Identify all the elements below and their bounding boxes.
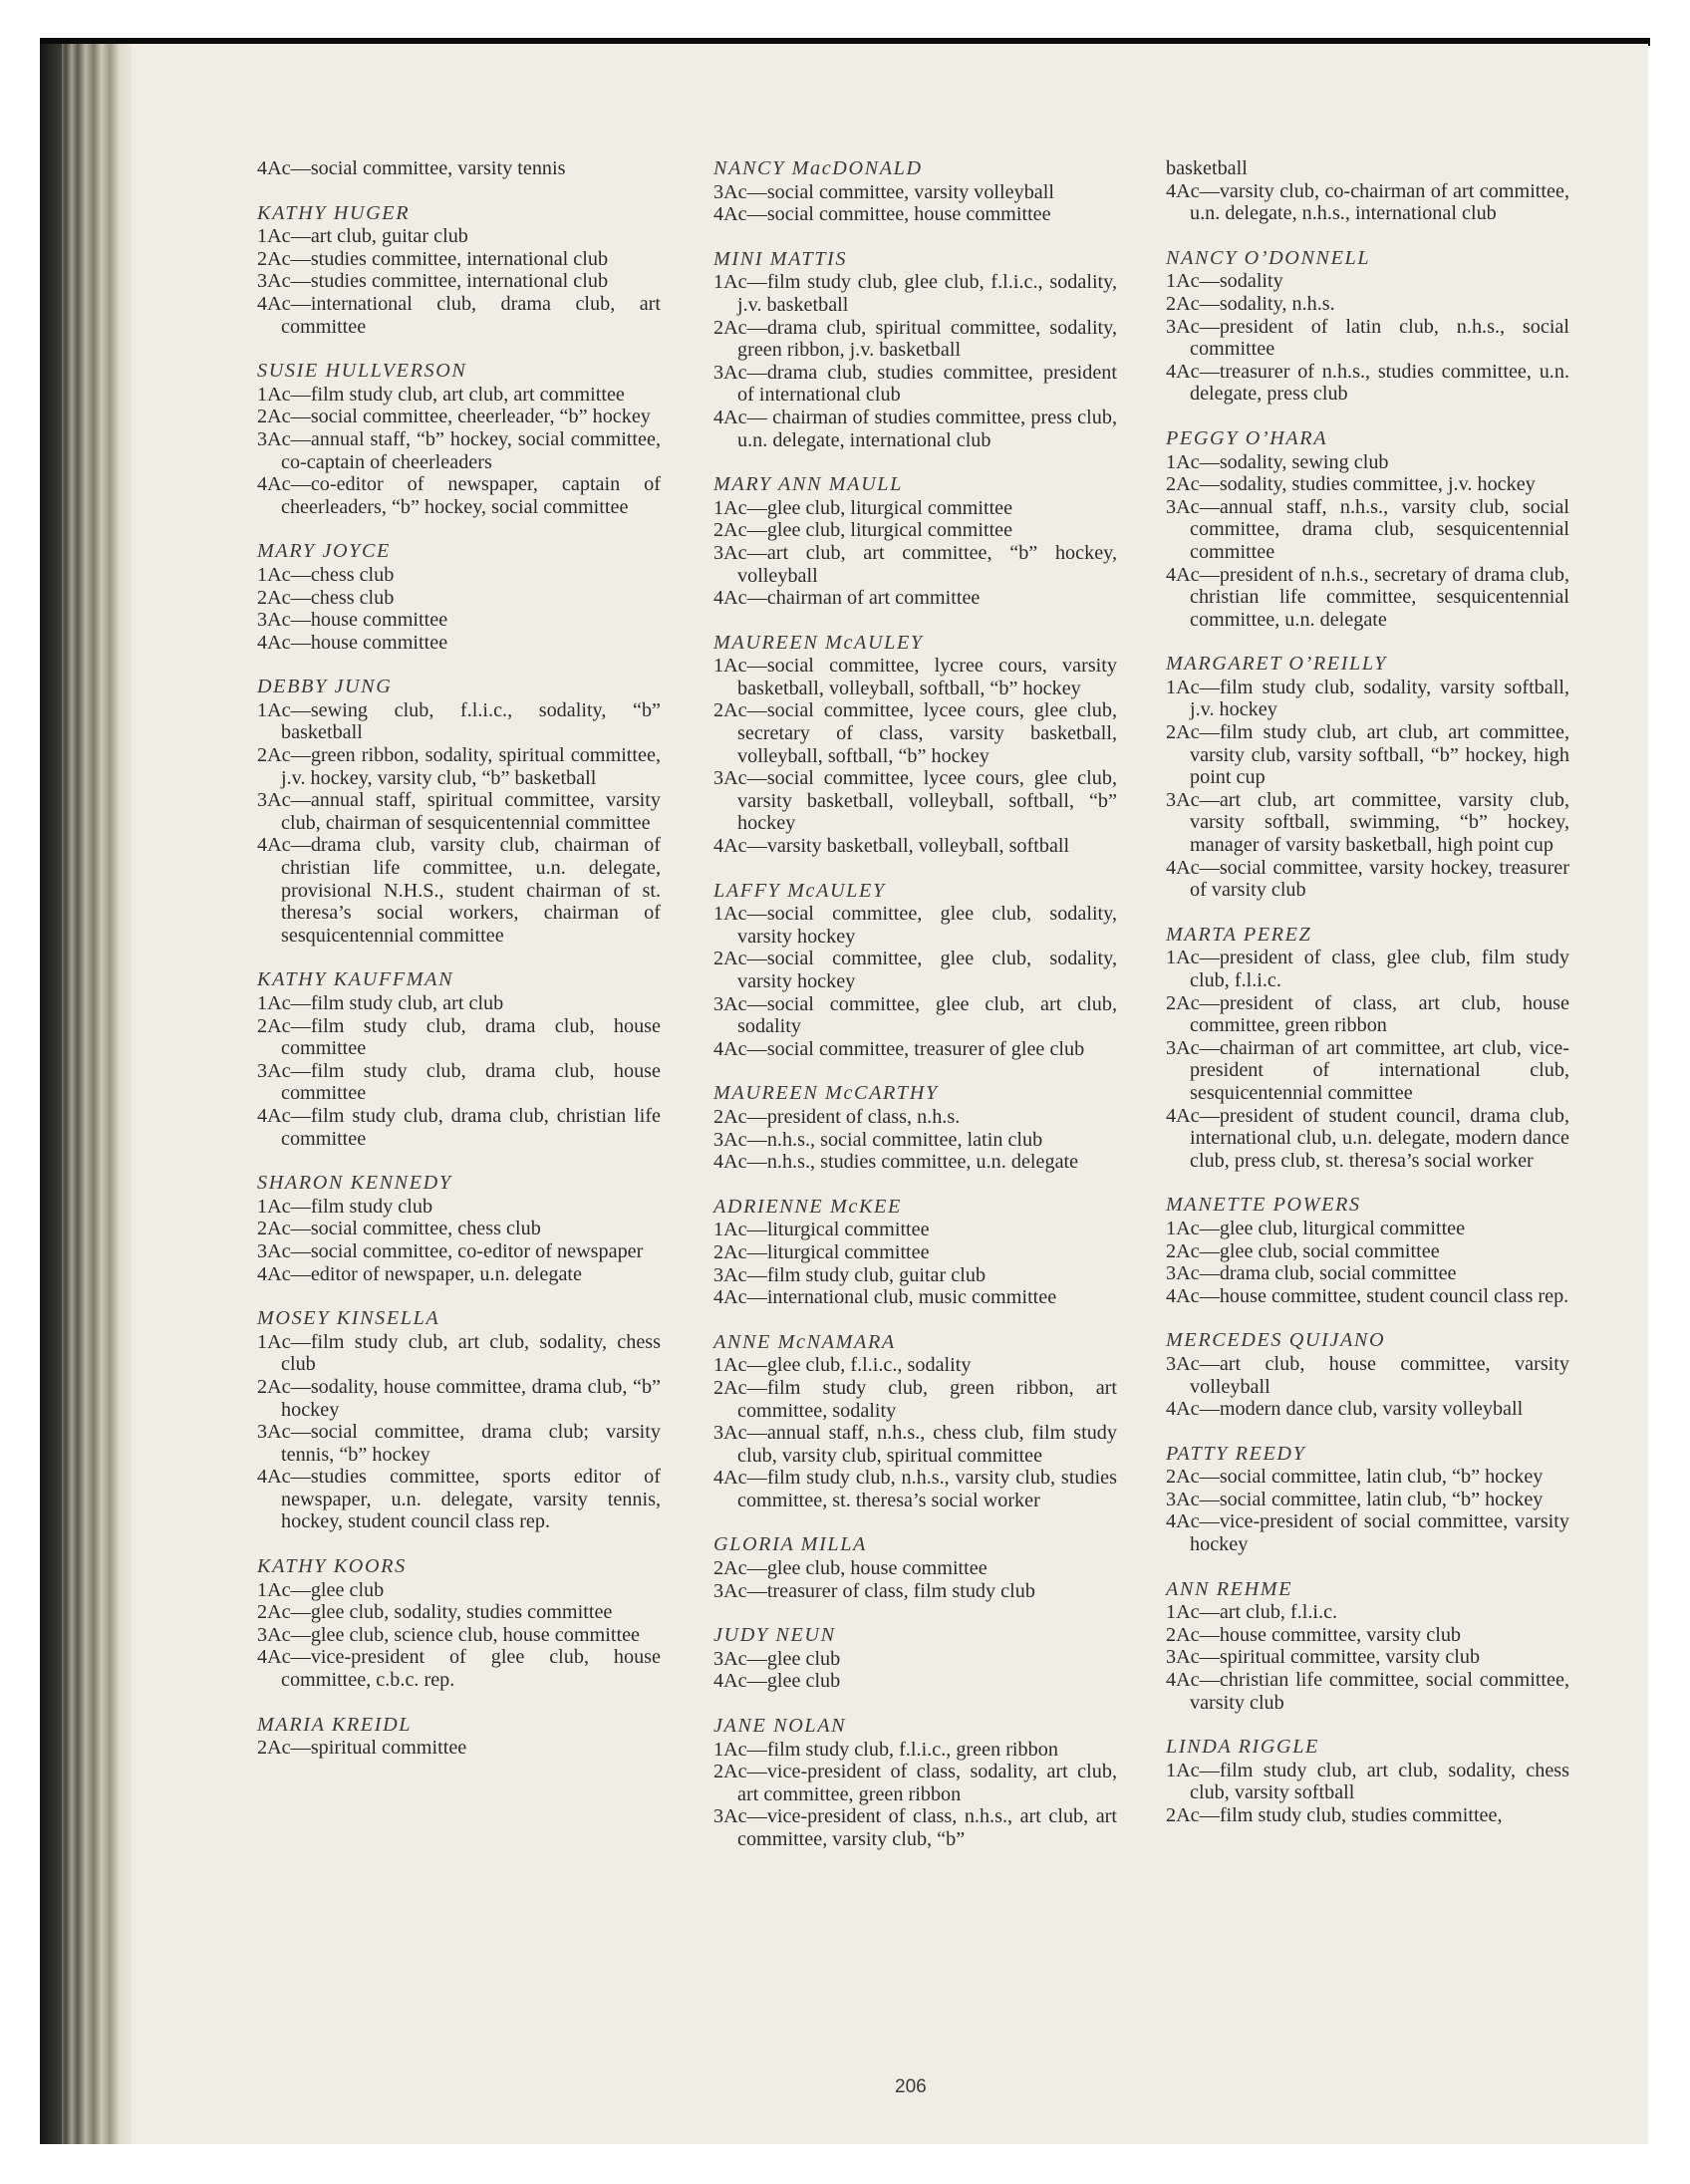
student-entry <box>713 1331 1117 1512</box>
student-entry <box>713 1533 1117 1602</box>
student-entry <box>1166 924 1569 1173</box>
activity-line: 2Ac—spiritual committee <box>257 1737 467 1760</box>
student-entry <box>713 248 1117 451</box>
student-name: MARY ANN MAULL <box>713 473 903 496</box>
student-name: JUDY NEUN <box>713 1624 836 1647</box>
student-name: LAFFY McAULEY <box>713 879 886 902</box>
student-name: NANCY MacDONALD <box>713 157 923 179</box>
student-name: SHARON KENNEDY <box>257 1172 452 1195</box>
activity-line: 4Ac—film study club, n.h.s., varsity club, studies committee, st. theresa’s social worker <box>713 1467 1117 1511</box>
activity-line: 2Ac—glee club, house committee <box>713 1557 987 1580</box>
activity-line: 1Ac—film study club, art club, art committee <box>257 383 625 406</box>
student-entry <box>713 1196 1117 1309</box>
activity-line: 3Ac—art club, art committee, “b” hockey, volleyball <box>713 541 1117 587</box>
activity-line: 2Ac—president of class, n.h.s. <box>713 1105 961 1128</box>
activity-line: 4Ac—christian life committee, social committee, varsity club <box>1166 1669 1569 1714</box>
activity-line: 4Ac—glee club <box>713 1670 841 1693</box>
student-entry <box>257 1714 661 1760</box>
student-name: SUSIE HULLVERSON <box>257 360 467 383</box>
activity-line: 4Ac—international club, music committee <box>713 1286 1057 1309</box>
activity-line: 3Ac—annual staff, n.h.s., chess club, film study club, varsity club, spiritual committee <box>713 1422 1117 1467</box>
activity-line: 2Ac—drama club, spiritual committee, sodality, green ribbon, j.v. basketball <box>713 316 1117 362</box>
activity-line: 4Ac—editor of newspaper, u.n. delegate <box>257 1262 582 1285</box>
student-name: MINI MATTIS <box>713 247 848 270</box>
student-name: MARTA PEREZ <box>1166 923 1312 946</box>
activity-line: 3Ac—glee club <box>713 1647 841 1670</box>
activity-line: 4Ac—social committee, varsity tennis <box>257 157 566 179</box>
column-1 <box>257 157 661 1781</box>
student-entry <box>713 1082 1117 1173</box>
continued-entry <box>257 157 661 180</box>
student-entry <box>257 202 661 339</box>
activity-line: 1Ac—art club, guitar club <box>257 225 468 248</box>
student-entry <box>257 1307 661 1533</box>
activity-line: 3Ac—n.h.s., social committee, latin club <box>713 1128 1043 1151</box>
student-name: MARIA KREIDL <box>257 1713 413 1736</box>
activity-line: 2Ac—house committee, varsity club <box>1166 1623 1462 1646</box>
student-name: JANE NOLAN <box>713 1715 847 1738</box>
activity-line: 3Ac—glee club, science club, house committee <box>257 1623 640 1646</box>
activity-line: 3Ac—house committee <box>257 609 448 632</box>
activity-line: 3Ac—social committee, lycee cours, glee club, varsity basketball, volleyball, softball, “b” hockey <box>713 767 1117 835</box>
student-entry <box>713 632 1117 858</box>
activity-line: 4Ac—international club, drama club, art committee <box>257 292 661 338</box>
activity-line: 1Ac—film study club, sodality, varsity softball, j.v. hockey <box>1166 676 1569 721</box>
student-entry <box>257 540 661 654</box>
student-name: MERCEDES QUIJANO <box>1166 1329 1386 1352</box>
activity-line: 4Ac—n.h.s., studies committee, u.n. delegate <box>713 1151 1079 1174</box>
activity-line: 3Ac—art club, art committee, varsity club, varsity softball, swimming, “b” hockey, manager of varsity basketball, high point cup <box>1166 788 1569 857</box>
student-entry <box>713 1715 1117 1851</box>
activity-line: 3Ac—annual staff, “b” hockey, social committee, co-captain of cheerleaders <box>257 427 661 473</box>
activity-line: 3Ac—social committee, glee club, art club, sodality <box>713 992 1117 1038</box>
activity-line: 2Ac—studies committee, international club <box>257 247 609 270</box>
activity-line: 2Ac—film study club, art club, art committee, varsity club, varsity softball, “b” hockey, high point cup <box>1166 721 1569 789</box>
student-name: MARY JOYCE <box>257 540 391 563</box>
activity-line: 4Ac—treasurer of n.h.s., studies committee, u.n. delegate, press club <box>1166 360 1569 406</box>
student-name: ANN REHME <box>1166 1577 1293 1600</box>
student-name: LINDA RIGGLE <box>1166 1736 1319 1759</box>
activity-line: 1Ac—film study club <box>257 1195 433 1218</box>
student-name: DEBBY JUNG <box>257 676 393 698</box>
activity-line: 2Ac—social committee, cheerleader, “b” hockey <box>257 406 651 428</box>
student-name: PATTY REEDY <box>1166 1442 1306 1465</box>
activity-line: 3Ac—social committee, drama club; varsity tennis, “b” hockey <box>257 1421 661 1466</box>
activity-line: 1Ac—film study club, art club <box>257 992 504 1014</box>
student-name: MAUREEN McCARTHY <box>713 1082 939 1105</box>
activity-line: 3Ac—art club, house committee, varsity volleyball <box>1166 1352 1569 1398</box>
activity-line: 4Ac—varsity club, co-chairman of art committee, u.n. delegate, n.h.s., international club <box>1166 179 1569 225</box>
activity-line: 2Ac—liturgical committee <box>713 1240 930 1263</box>
activity-line: 1Ac—social committee, lycree cours, varsity basketball, volleyball, softball, “b” hockey <box>713 655 1117 699</box>
student-entry <box>1166 1329 1569 1420</box>
activity-line: 2Ac—social committee, glee club, sodality, varsity hockey <box>713 948 1117 992</box>
activity-line: 1Ac—art club, f.l.i.c. <box>1166 1601 1338 1624</box>
student-entry <box>1166 1578 1569 1715</box>
activity-line: 3Ac—president of latin club, n.h.s., social committee <box>1166 315 1569 361</box>
activity-line: 3Ac—social committee, varsity volleyball <box>713 180 1054 203</box>
activity-line: 4Ac—drama club, varsity club, chairman of christian life committee, u.n. delegate, provisional N.H.S., student chairman of st. theresa’s social workers, chairman of sesquicentennial committee <box>257 834 661 947</box>
activity-line: 3Ac—drama club, social committee <box>1166 1262 1457 1285</box>
activity-line: 4Ac—modern dance club, varsity volleyball <box>1166 1398 1524 1421</box>
activity-line: 3Ac—vice-president of class, n.h.s., art club, art committee, varsity club, “b” <box>713 1805 1117 1850</box>
student-entry <box>713 1624 1117 1693</box>
activity-line: 4Ac—varsity basketball, volleyball, softball <box>713 835 1070 858</box>
activity-line: 1Ac—film study club, f.l.i.c., green ribbon <box>713 1738 1058 1761</box>
activity-line: 4Ac—president of n.h.s., secretary of drama club, christian life committee, sesquicentennial committee, u.n. delegate <box>1166 563 1569 631</box>
activity-line: 3Ac—social committee, latin club, “b” hockey <box>1166 1488 1544 1510</box>
activity-line: 1Ac—president of class, glee club, film study club, f.l.i.c. <box>1166 947 1569 991</box>
activity-line: 3Ac—film study club, guitar club <box>713 1263 986 1286</box>
student-name: KATHY KAUFFMAN <box>257 968 454 991</box>
student-entry <box>257 360 661 518</box>
student-entry <box>1166 653 1569 902</box>
activity-line: 2Ac—green ribbon, sodality, spiritual committee, j.v. hockey, varsity club, “b” basketball <box>257 744 661 789</box>
activity-line: 3Ac—spiritual committee, varsity club <box>1166 1646 1481 1669</box>
activity-line: 2Ac—glee club, sodality, studies committee <box>257 1601 613 1624</box>
student-name: PEGGY O’HARA <box>1166 426 1328 449</box>
activity-line: 4Ac—co-editor of newspaper, captain of cheerleaders, “b” hockey, social committee <box>257 473 661 518</box>
activity-line: 3Ac—studies committee, international club <box>257 270 609 293</box>
page-number: 206 <box>895 2076 927 2097</box>
activity-line: 2Ac—social committee, lycee cours, glee club, secretary of class, varsity basketball, volleyball, softball, “b” hockey <box>713 699 1117 767</box>
activity-line: 1Ac—glee club <box>257 1578 385 1601</box>
activity-line: 2Ac—president of class, art club, house committee, green ribbon <box>1166 991 1569 1037</box>
activity-line: 4Ac—studies committee, sports editor of newspaper, u.n. delegate, varsity tennis, hockey, student council class rep. <box>257 1466 661 1533</box>
activity-line: 3Ac—film study club, drama club, house committee <box>257 1059 661 1105</box>
book-binding-shadow <box>40 44 62 2144</box>
activity-line: 2Ac—vice-president of class, sodality, art club, art committee, green ribbon <box>713 1761 1117 1805</box>
student-name: MANETTE POWERS <box>1166 1194 1361 1217</box>
student-name: ANNE McNAMARA <box>713 1330 896 1353</box>
activity-line: 4Ac—social committee, house committee <box>713 203 1051 226</box>
student-entry <box>257 1172 661 1285</box>
activity-line: 2Ac—chess club <box>257 586 395 609</box>
activity-line: 2Ac—film study club, green ribbon, art committee, sodality <box>713 1376 1117 1422</box>
student-name: MAUREEN McAULEY <box>713 631 924 654</box>
student-entry <box>257 1555 661 1692</box>
activity-line: 4Ac—house committee, student council class rep. <box>1166 1284 1569 1307</box>
activity-line: 3Ac—annual staff, spiritual committee, varsity club, chairman of sesquicentennial committee <box>257 789 661 834</box>
activity-line: 3Ac—drama club, studies committee, president of international club <box>713 361 1117 407</box>
activity-line: 4Ac—social committee, treasurer of glee club <box>713 1037 1085 1060</box>
activity-line: 4Ac—vice-president of social committee, varsity hockey <box>1166 1510 1569 1556</box>
activity-line: 2Ac—sodality, n.h.s. <box>1166 292 1335 315</box>
continued-entry <box>1166 157 1569 225</box>
student-entry <box>1166 1194 1569 1307</box>
activity-line: 1Ac—glee club, liturgical committee <box>1166 1217 1466 1239</box>
activity-line: 2Ac—social committee, chess club <box>257 1218 541 1240</box>
activity-line: 4Ac—house committee <box>257 631 448 654</box>
student-entry <box>1166 1443 1569 1556</box>
activity-line: 4Ac—vice-president of glee club, house committee, c.b.c. rep. <box>257 1646 661 1692</box>
student-entry <box>713 157 1117 226</box>
activity-line: 3Ac—annual staff, n.h.s., varsity club, social committee, drama club, sesquicentennial committee <box>1166 495 1569 563</box>
activity-line: 3Ac—chairman of art committee, art club, vice-president of international club, sesquicentennial committee <box>1166 1036 1569 1104</box>
student-entry <box>1166 247 1569 406</box>
student-entry <box>713 880 1117 1061</box>
activity-line: 1Ac—glee club, f.l.i.c., sodality <box>713 1354 972 1377</box>
student-name: ADRIENNE McKEE <box>713 1195 902 1218</box>
activity-line: 4Ac—film study club, drama club, christian life committee <box>257 1104 661 1150</box>
student-name: GLORIA MILLA <box>713 1533 867 1556</box>
activity-line: 2Ac—film study club, studies committee, <box>1166 1804 1503 1826</box>
activity-line: 1Ac—social committee, glee club, sodality, varsity hockey <box>713 903 1117 948</box>
activity-line: 1Ac—film study club, art club, sodality, chess club <box>257 1330 661 1376</box>
activity-line: 2Ac—glee club, social committee <box>1166 1239 1440 1262</box>
activity-line: basketball <box>1166 157 1248 179</box>
activity-line: 2Ac—sodality, house committee, drama club, “b” hockey <box>257 1375 661 1421</box>
student-entry <box>257 968 661 1150</box>
activity-line: 1Ac—sewing club, f.l.i.c., sodality, “b” basketball <box>257 698 661 744</box>
activity-line: 2Ac—social committee, latin club, “b” hockey <box>1166 1466 1544 1489</box>
student-name: KATHY KOORS <box>257 1555 407 1578</box>
column-3 <box>1166 157 1569 1849</box>
activity-line: 2Ac—film study club, drama club, house committee <box>257 1014 661 1060</box>
activity-line: 1Ac—sodality <box>1166 270 1283 293</box>
activity-line: 3Ac—treasurer of class, film study club <box>713 1579 1035 1602</box>
student-name: MOSEY KINSELLA <box>257 1307 440 1330</box>
student-name: KATHY HUGER <box>257 201 411 224</box>
student-name: NANCY O’DONNELL <box>1166 246 1371 269</box>
activity-line: 2Ac—glee club, liturgical committee <box>713 519 1013 542</box>
activity-line: 2Ac—sodality, studies committee, j.v. hockey <box>1166 473 1536 496</box>
activity-line: 4Ac— chairman of studies committee, press club, u.n. delegate, international club <box>713 406 1117 451</box>
student-entry <box>1166 427 1569 631</box>
activity-line: 4Ac—social committee, varsity hockey, treasurer of varsity club <box>1166 856 1569 902</box>
activity-line: 1Ac—chess club <box>257 563 395 586</box>
student-entry <box>1166 1736 1569 1826</box>
activity-line: 4Ac—president of student council, drama club, international club, u.n. delegate, modern dance club, press club, st. theresa’s social worker <box>1166 1104 1569 1172</box>
student-name: MARGARET O’REILLY <box>1166 653 1388 676</box>
column-2 <box>713 157 1117 1873</box>
student-entry <box>257 676 661 947</box>
activity-line: 1Ac—sodality, sewing club <box>1166 450 1389 473</box>
activity-line: 1Ac—glee club, liturgical committee <box>713 496 1013 519</box>
activity-line: 1Ac—film study club, glee club, f.l.i.c., sodality, j.v. basketball <box>713 271 1117 316</box>
activity-line: 1Ac—film study club, art club, sodality, chess club, varsity softball <box>1166 1759 1569 1804</box>
activity-line: 1Ac—liturgical committee <box>713 1219 930 1241</box>
student-entry <box>713 473 1117 610</box>
activity-line: 3Ac—social committee, co-editor of newspaper <box>257 1239 644 1262</box>
activity-line: 4Ac—chairman of art committee <box>713 587 981 610</box>
